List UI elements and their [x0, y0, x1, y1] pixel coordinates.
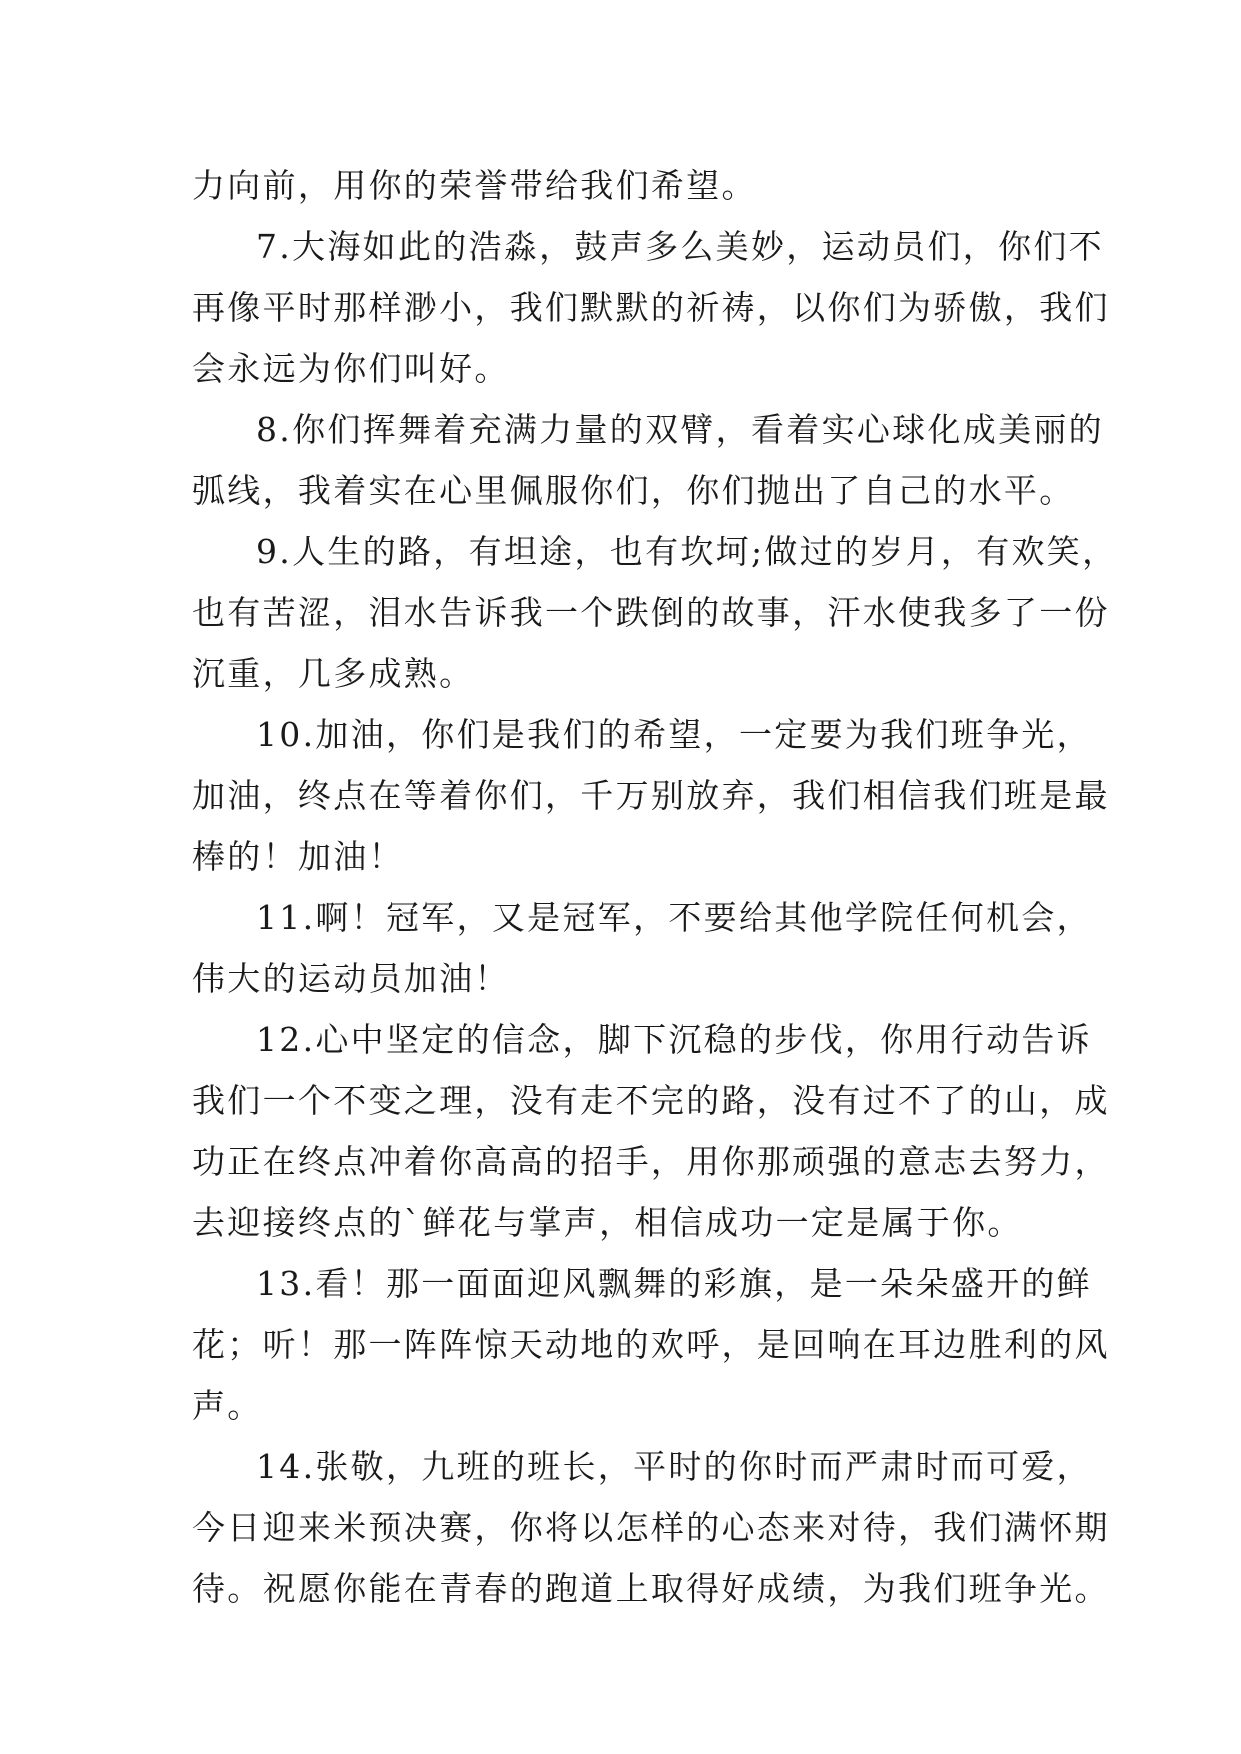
- text-line: 伟大的运动员加油！: [192, 959, 510, 998]
- paragraph-7-start: 7.大海如此的浩淼，鼓声多么美妙，运动员们，你们不: [256, 227, 1104, 266]
- text-line: 沉重，几多成熟。: [192, 654, 475, 693]
- paragraph-13-start: 13.看！那一面面迎风飘舞的彩旗，是一朵朵盛开的鲜: [256, 1264, 1092, 1303]
- document-body: [192, 155, 1118, 1619]
- text-line: 待。祝愿你能在青春的跑道上取得好成绩，为我们班争光。: [192, 1569, 1110, 1608]
- paragraph-14-start: 14.张敬，九班的班长，平时的你时而严肃时而可爱，: [256, 1447, 1092, 1486]
- text-line: 去迎接终点的`鲜花与掌声，相信成功一定是属于你。: [192, 1203, 1023, 1242]
- text-line: 我们一个不变之理，没有走不完的路，没有过不了的山，成: [192, 1081, 1110, 1120]
- text-line: 也有苦涩，泪水告诉我一个跌倒的故事，汗水使我多了一份: [192, 593, 1110, 632]
- text-line: 今日迎来米预决赛，你将以怎样的心态来对待，我们满怀期: [192, 1508, 1110, 1547]
- paragraph-8-start: 8.你们挥舞着充满力量的双臂，看着实心球化成美丽的: [256, 410, 1104, 449]
- paragraph-9-start: 9.人生的路，有坦途，也有坎坷;做过的岁月，有欢笑，: [256, 532, 1118, 571]
- text-line: 会永远为你们叫好。: [192, 349, 510, 388]
- text-line: 功正在终点冲着你高高的招手，用你那顽强的意志去努力，: [192, 1142, 1110, 1181]
- paragraph-11-start: 11.啊！冠军，又是冠军，不要给其他学院任何机会，: [256, 898, 1092, 937]
- text-line: 再像平时那样渺小，我们默默的祈祷，以你们为骄傲，我们: [192, 288, 1110, 327]
- text-line: 花；听！那一阵阵惊天动地的欢呼，是回响在耳边胜利的风: [192, 1325, 1110, 1364]
- text-line: 加油，终点在等着你们，千万别放弃，我们相信我们班是最: [192, 776, 1110, 815]
- text-line: 棒的！加油！: [192, 837, 404, 876]
- paragraph-12-start: 12.心中坚定的信念，脚下沉稳的步伐，你用行动告诉: [256, 1020, 1092, 1059]
- text-line: 声。: [192, 1386, 263, 1425]
- text-line: 力向前，用你的荣誉带给我们希望。: [192, 166, 757, 205]
- paragraph-10-start: 10.加油，你们是我们的希望，一定要为我们班争光，: [256, 715, 1092, 754]
- text-line: 弧线，我着实在心里佩服你们，你们抛出了自己的水平。: [192, 471, 1075, 510]
